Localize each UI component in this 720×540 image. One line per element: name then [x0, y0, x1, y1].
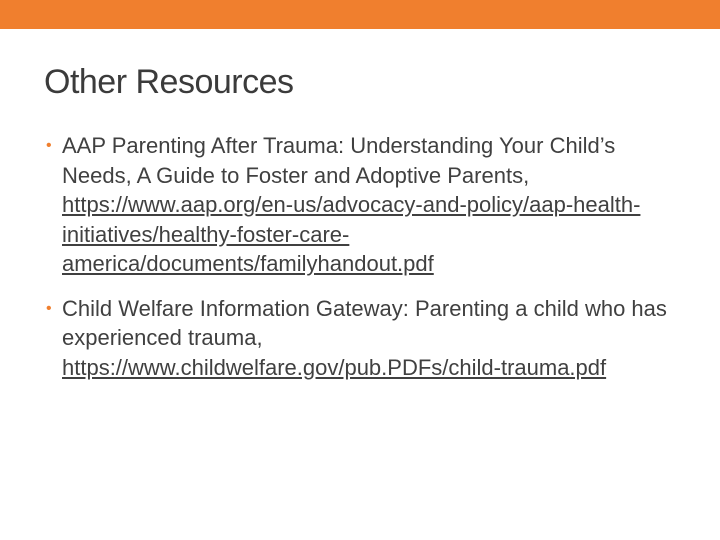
- slide-title: Other Resources: [44, 63, 294, 101]
- resource-link-child-welfare[interactable]: https://www.childwelfare.gov/pub.PDFs/child-trauma.pdf: [62, 354, 607, 380]
- bullet-icon: •: [46, 299, 52, 317]
- resource-item-child-welfare: [46, 294, 686, 383]
- bullet-icon: •: [46, 137, 52, 154]
- resource-description: AAP Parenting After Trauma: Understanding Your Child’s Needs, A Guide to Foster and Adoptive Parents,: [62, 133, 616, 188]
- resource-link-aap[interactable]: https://www.aap.org/en-us/advocacy-and-policy/aap-health-initiatives/healthy-foster-care-america/documents/familyhandout.pdf: [62, 192, 641, 276]
- resource-list: [46, 131, 686, 397]
- resource-description: Child Welfare Information Gateway: Parenting a child who has experienced trauma,: [62, 295, 667, 350]
- top-accent-bar: [0, 0, 720, 29]
- resource-item-aap: [46, 131, 686, 279]
